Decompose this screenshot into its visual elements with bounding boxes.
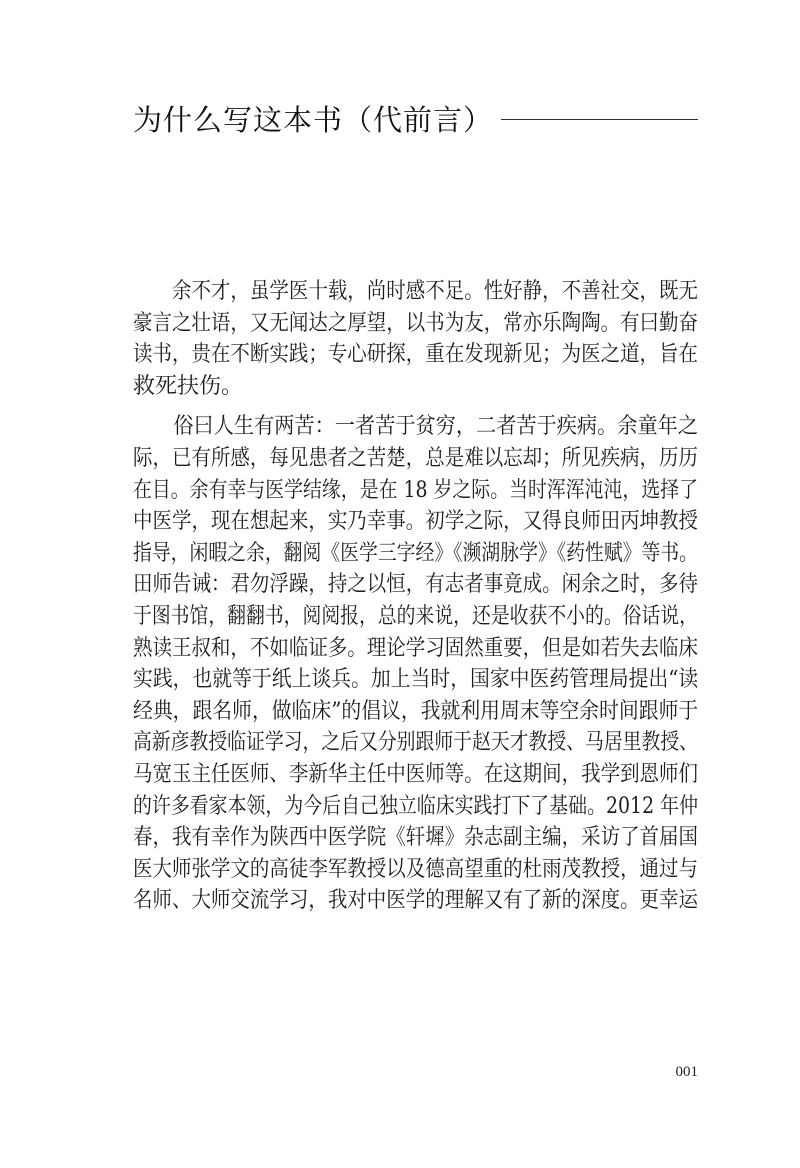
text-line: 马宽玉主任医师、李新华主任中医师等。在这期间，我学到恩师们 (133, 761, 699, 787)
paragraph-gap (133, 402, 698, 411)
text-line: 实践，也就等于纸上谈兵。加上当时，国家中医药管理局提出“读 (133, 667, 699, 693)
text-line: 于图书馆，翻翻书，阅阅报，总的来说，还是收获不小的。俗话说， (133, 603, 699, 629)
text-line: 在目。余有幸与医学结缘，是在 18 岁之际。当时浑浑沌沌，选择了 (133, 477, 698, 503)
text-line: 指导，闲暇之余，翻阅《医学三字经》《濒湖脉学》《药性赋》等书。 (133, 540, 699, 566)
text-line: 的许多看家本领，为今后自己独立临床实践打下了基础。2012 年仲 (133, 793, 698, 819)
text-line: 余不才，虽学医十载，尚时感不足。性好静，不善社交，既无 (133, 279, 699, 304)
text-line: 俗曰人生有两苦：一者苦于贫穷，二者苦于疾病。余童年之 (133, 414, 699, 440)
text-line: 田师告诫：君勿浮躁，持之以恒，有志者事竟成。闲余之时，多待 (133, 572, 699, 598)
paragraph-2 (133, 411, 698, 917)
text-line: 经典，跟名师，做临床”的倡议，我就利用周末等空余时间跟师于 (133, 698, 699, 724)
title-rule (501, 119, 698, 120)
text-line: 读书，贵在不断实践；专心研探，重在发现新见；为医之道，旨在 (133, 342, 699, 368)
paragraph-1 (133, 276, 698, 402)
text-line: 熟读王叔和，不如临证多。理论学习固然重要，但是如若失去临床 (133, 635, 699, 661)
chapter-header (133, 100, 698, 136)
text-line: 医大师张学文的高徒李军教授以及德高望重的杜雨茂教授，通过与 (133, 856, 699, 882)
body-text (133, 276, 698, 917)
text-line: 救死扶伤。 (133, 373, 244, 399)
chapter-title: 为什么写这本书（代前言） (133, 102, 494, 137)
page-number: 001 (675, 1064, 698, 1080)
text-line: 高新彦教授临证学习，之后又分别跟师于赵天才教授、马居里教授、 (133, 730, 699, 756)
text-line: 中医学，现在想起来，实乃幸事。初学之际，又得良师田丙坤教授 (133, 509, 699, 535)
text-line: 豪言之壮语，又无闻达之厚望，以书为友，常亦乐陶陶。有曰勤奋 (133, 310, 699, 336)
text-line: 春，我有幸作为陕西中医学院《轩墀》杂志副主编，采访了首届国 (133, 825, 699, 851)
text-line: 际，已有所感，每见患者之苦楚，总是难以忘却；所见疾病，历历 (133, 445, 699, 471)
text-line: 名师、大师交流学习，我对中医学的理解又有了新的深度。更幸运 (133, 888, 699, 914)
